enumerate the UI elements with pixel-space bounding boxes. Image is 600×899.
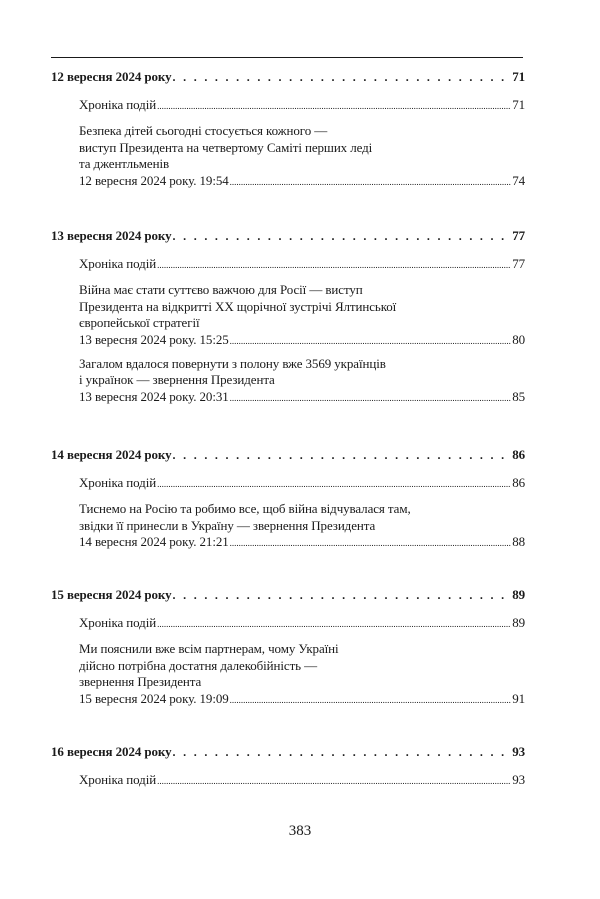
- toc-entry[interactable]: [79, 534, 525, 551]
- entry-page-number: 74: [512, 172, 525, 188]
- dot-leader: [157, 616, 511, 632]
- section-date: 16 вересня 2024 року: [51, 744, 172, 759]
- section-page-number: 86: [512, 447, 525, 462]
- toc-section-heading[interactable]: [51, 587, 525, 603]
- entry-page-number: 77: [512, 256, 525, 271]
- entry-title-line: звідки її принесли в Україну — звернення Президента: [79, 517, 376, 533]
- dot-leader: [230, 390, 512, 406]
- entry-last-line: 13 вересня 2024 року. 20:31: [79, 388, 229, 404]
- dot-leader: [173, 744, 512, 760]
- entry-last-line: 15 вересня 2024 року. 19:09: [79, 690, 229, 706]
- entry-last-line: 14 вересня 2024 року. 21:21: [79, 534, 229, 549]
- entry-title-line: виступ Президента на четвертому Саміті перших леді: [79, 139, 373, 155]
- dot-leader: [157, 773, 511, 789]
- entry-last-line: Хроніка подій: [79, 772, 157, 787]
- toc-section-heading[interactable]: [51, 744, 525, 760]
- entry-title-line: і українок — звернення Президента: [79, 372, 275, 387]
- toc-entry[interactable]: [79, 615, 525, 632]
- entry-title-line: Тиснемо на Росію та робимо все, щоб війна відчувалася там,: [79, 501, 411, 516]
- dot-leader: [230, 174, 512, 190]
- top-rule: [51, 57, 523, 58]
- dot-leader: [157, 98, 511, 114]
- entry-title-line: Загалом вдалося повернути з полону вже 3569 українців: [79, 355, 386, 371]
- toc-entry[interactable]: [79, 256, 525, 273]
- entry-title-line: дійсно потрібна достатня далекобійність —: [79, 657, 318, 673]
- dot-leader: [230, 535, 512, 551]
- entry-title-line: Ми пояснили вже всім партнерам, чому Україні: [79, 641, 339, 656]
- dot-leader: [173, 228, 512, 244]
- section-date: 13 вересня 2024 року: [51, 228, 172, 243]
- toc-entry[interactable]: [79, 173, 525, 190]
- toc-entry[interactable]: [79, 389, 525, 406]
- section-page-number: 71: [512, 69, 525, 84]
- toc-section-heading[interactable]: [51, 447, 525, 463]
- section-date: 15 вересня 2024 року: [51, 587, 172, 602]
- toc-section-heading[interactable]: [51, 228, 525, 244]
- dot-leader: [173, 69, 512, 85]
- dot-leader: [230, 692, 512, 708]
- entry-title-line: та джентльменів: [79, 156, 169, 171]
- entry-page-number: 89: [512, 615, 525, 630]
- toc-entry[interactable]: [79, 97, 525, 114]
- entry-title-line: європейської стратегії: [79, 315, 200, 330]
- section-date: 12 вересня 2024 року: [51, 69, 172, 84]
- section-date: 14 вересня 2024 року: [51, 447, 172, 462]
- entry-last-line: 12 вересня 2024 року. 19:54: [79, 172, 229, 188]
- entry-page-number: 86: [512, 475, 525, 490]
- section-page-number: 93: [512, 744, 525, 759]
- section-page-number: 77: [512, 228, 525, 243]
- entry-last-line: Хроніка подій: [79, 475, 157, 490]
- dot-leader: [157, 257, 511, 273]
- entry-page-number: 91: [512, 690, 525, 706]
- entry-last-line: Хроніка подій: [79, 256, 157, 271]
- toc-entry[interactable]: [79, 332, 525, 349]
- entry-page-number: 93: [512, 772, 525, 787]
- section-page-number: 89: [512, 587, 525, 602]
- entry-page-number: 80: [512, 331, 525, 347]
- toc-section-heading[interactable]: [51, 69, 525, 85]
- toc-entry[interactable]: [79, 691, 525, 708]
- dot-leader: [230, 333, 512, 349]
- entry-page-number: 85: [512, 388, 525, 404]
- entry-page-number: 88: [512, 534, 525, 549]
- toc-entry[interactable]: [79, 772, 525, 789]
- page-number: 383: [288, 823, 312, 839]
- entry-last-line: 13 вересня 2024 року. 15:25: [79, 331, 229, 347]
- entry-last-line: Хроніка подій: [79, 97, 157, 112]
- entry-title-line: Безпека дітей сьогодні стосується кожного —: [79, 123, 328, 138]
- dot-leader: [157, 476, 511, 492]
- entry-title-line: звернення Президента: [79, 674, 202, 689]
- dot-leader: [173, 587, 512, 603]
- entry-title-line: Президента на відкритті XX щорічної зустрічі Ялтинської: [79, 298, 397, 314]
- dot-leader: [173, 447, 512, 463]
- entry-title-line: Війна має стати суттєво важчою для Росії — виступ: [79, 282, 363, 297]
- entry-last-line: Хроніка подій: [79, 615, 157, 630]
- toc-entry[interactable]: [79, 475, 525, 492]
- entry-page-number: 71: [512, 97, 525, 112]
